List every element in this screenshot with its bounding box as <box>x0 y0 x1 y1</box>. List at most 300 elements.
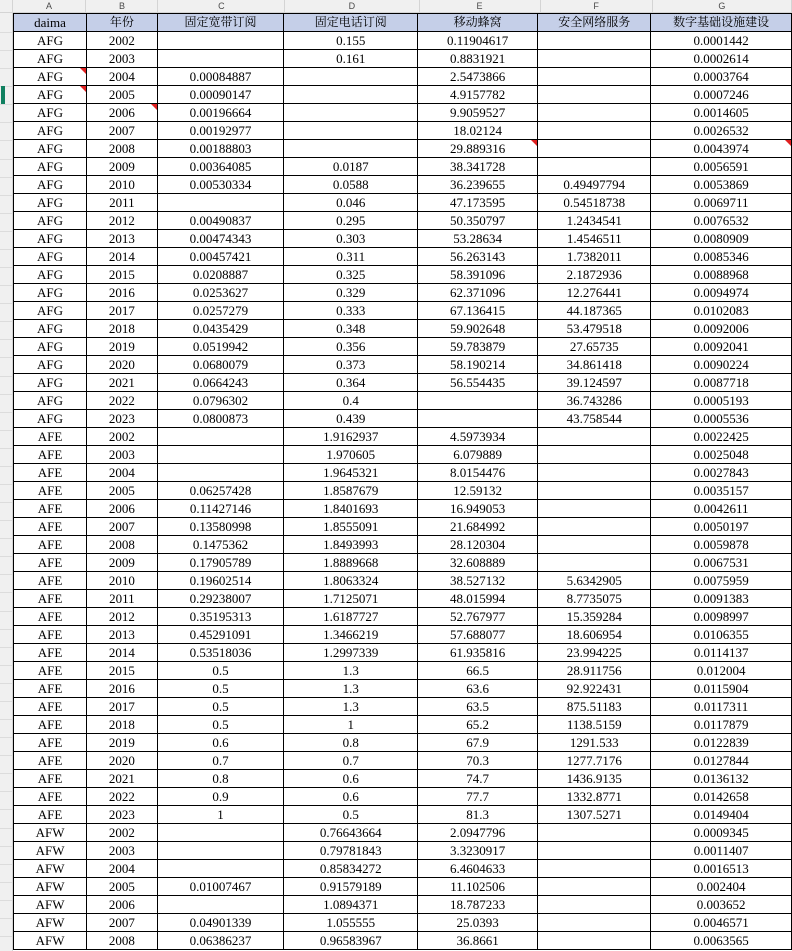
cell-f-25[interactable] <box>538 446 651 464</box>
cell-e-8[interactable]: 29.889316 <box>418 140 538 158</box>
cell-c-17[interactable]: 0.0257279 <box>157 302 284 320</box>
table-row[interactable] <box>14 266 792 284</box>
cell-a-22[interactable]: AFG <box>14 392 87 410</box>
cell-b-20[interactable]: 2020 <box>87 356 158 374</box>
cell-g-46[interactable]: 0.0009345 <box>651 824 792 842</box>
table-row[interactable] <box>14 590 792 608</box>
cell-a-34[interactable]: AFE <box>14 608 87 626</box>
cell-c-16[interactable]: 0.0253627 <box>157 284 284 302</box>
cell-f-47[interactable] <box>538 842 651 860</box>
cell-c-37[interactable]: 0.5 <box>157 662 284 680</box>
cell-e-36[interactable]: 61.935816 <box>418 644 538 662</box>
cell-c-31[interactable]: 0.17905789 <box>157 554 284 572</box>
cell-f-15[interactable]: 2.1872936 <box>538 266 651 284</box>
cell-b-21[interactable]: 2021 <box>87 374 158 392</box>
cell-f-30[interactable] <box>538 536 651 554</box>
table-row[interactable] <box>14 320 792 338</box>
cell-b-49[interactable]: 2005 <box>87 878 158 896</box>
cell-c-41[interactable]: 0.6 <box>157 734 284 752</box>
cell-e-17[interactable]: 67.136415 <box>418 302 538 320</box>
cell-d-48[interactable]: 0.85834272 <box>284 860 418 878</box>
column-header-b[interactable]: B <box>86 0 158 12</box>
table-row[interactable] <box>14 50 792 68</box>
cell-d-51[interactable]: 1.055555 <box>284 914 418 932</box>
cell-g-9[interactable]: 0.0056591 <box>651 158 792 176</box>
cell-c-47[interactable] <box>157 842 284 860</box>
cell-e-30[interactable]: 28.120304 <box>418 536 538 554</box>
cell-b-39[interactable]: 2017 <box>87 698 158 716</box>
cell-d-38[interactable]: 1.3 <box>284 680 418 698</box>
cell-e-6[interactable]: 9.9059527 <box>418 104 538 122</box>
cell-d-22[interactable]: 0.4 <box>284 392 418 410</box>
cell-c-18[interactable]: 0.0435429 <box>157 320 284 338</box>
cell-f-45[interactable]: 1307.5271 <box>538 806 651 824</box>
cell-e-35[interactable]: 57.688077 <box>418 626 538 644</box>
cell-d-40[interactable]: 1 <box>284 716 418 734</box>
cell-e-9[interactable]: 38.341728 <box>418 158 538 176</box>
cell-e-50[interactable]: 18.787233 <box>418 896 538 914</box>
table-row[interactable] <box>14 248 792 266</box>
table-row[interactable] <box>14 230 792 248</box>
cell-f-13[interactable]: 1.4546511 <box>538 230 651 248</box>
cell-a-19[interactable]: AFG <box>14 338 87 356</box>
cell-e-37[interactable]: 66.5 <box>418 662 538 680</box>
cell-e-33[interactable]: 48.015994 <box>418 590 538 608</box>
cell-g-15[interactable]: 0.0088968 <box>651 266 792 284</box>
cell-d-28[interactable]: 1.8401693 <box>284 500 418 518</box>
cell-c-15[interactable]: 0.0208887 <box>157 266 284 284</box>
cell-e-41[interactable]: 67.9 <box>418 734 538 752</box>
cell-g-50[interactable]: 0.003652 <box>651 896 792 914</box>
cell-d-19[interactable]: 0.356 <box>284 338 418 356</box>
cell-d-45[interactable]: 0.5 <box>284 806 418 824</box>
cell-c-7[interactable]: 0.00192977 <box>157 122 284 140</box>
cell-d-9[interactable]: 0.0187 <box>284 158 418 176</box>
cell-a-14[interactable]: AFG <box>14 248 87 266</box>
table-row[interactable] <box>14 608 792 626</box>
cell-g-24[interactable]: 0.0022425 <box>651 428 792 446</box>
cell-b-9[interactable]: 2009 <box>87 158 158 176</box>
cell-c-50[interactable] <box>157 896 284 914</box>
cell-a-37[interactable]: AFE <box>14 662 87 680</box>
cell-f-6[interactable] <box>538 104 651 122</box>
cell-b-23[interactable]: 2023 <box>87 410 158 428</box>
cell-c-24[interactable] <box>157 428 284 446</box>
cell-b-7[interactable]: 2007 <box>87 122 158 140</box>
cell-f-51[interactable] <box>538 914 651 932</box>
cell-a-41[interactable]: AFE <box>14 734 87 752</box>
cell-d-52[interactable]: 0.96583967 <box>284 932 418 950</box>
cell-e-22[interactable] <box>418 392 538 410</box>
table-row[interactable] <box>14 518 792 536</box>
cell-b-28[interactable]: 2006 <box>87 500 158 518</box>
cell-e-21[interactable]: 56.554435 <box>418 374 538 392</box>
cell-b-47[interactable]: 2003 <box>87 842 158 860</box>
cell-c-11[interactable] <box>157 194 284 212</box>
cell-a-3[interactable]: AFG <box>14 50 87 68</box>
cell-b-2[interactable]: 2002 <box>87 32 158 50</box>
cell-f-20[interactable]: 34.861418 <box>538 356 651 374</box>
cell-a-21[interactable]: AFG <box>14 374 87 392</box>
table-row[interactable] <box>14 446 792 464</box>
cell-b-8[interactable]: 2008 <box>87 140 158 158</box>
cell-c-26[interactable] <box>157 464 284 482</box>
cell-e-38[interactable]: 63.6 <box>418 680 538 698</box>
cell-d-34[interactable]: 1.6187727 <box>284 608 418 626</box>
cell-e-46[interactable]: 2.0947796 <box>418 824 538 842</box>
cell-b-3[interactable]: 2003 <box>87 50 158 68</box>
cell-c-10[interactable]: 0.00530334 <box>157 176 284 194</box>
cell-g-19[interactable]: 0.0092041 <box>651 338 792 356</box>
cell-f-36[interactable]: 23.994225 <box>538 644 651 662</box>
table-row[interactable] <box>14 428 792 446</box>
cell-a-30[interactable]: AFE <box>14 536 87 554</box>
cell-g-39[interactable]: 0.0117311 <box>651 698 792 716</box>
cell-e-15[interactable]: 58.391096 <box>418 266 538 284</box>
cell-d-27[interactable]: 1.8587679 <box>284 482 418 500</box>
cell-c-27[interactable]: 0.06257428 <box>157 482 284 500</box>
cell-e-34[interactable]: 52.767977 <box>418 608 538 626</box>
cell-g-43[interactable]: 0.0136132 <box>651 770 792 788</box>
cell-f-38[interactable]: 92.922431 <box>538 680 651 698</box>
cell-f-10[interactable]: 0.49497794 <box>538 176 651 194</box>
cell-g-45[interactable]: 0.0149404 <box>651 806 792 824</box>
table-row[interactable] <box>14 842 792 860</box>
cell-d-24[interactable]: 1.9162937 <box>284 428 418 446</box>
cell-a-44[interactable]: AFE <box>14 788 87 806</box>
cell-c-29[interactable]: 0.13580998 <box>157 518 284 536</box>
cell-g-36[interactable]: 0.0114137 <box>651 644 792 662</box>
cell-a-46[interactable]: AFW <box>14 824 87 842</box>
cell-d-32[interactable]: 1.8063324 <box>284 572 418 590</box>
cell-g-47[interactable]: 0.0011407 <box>651 842 792 860</box>
cell-g-10[interactable]: 0.0053869 <box>651 176 792 194</box>
cell-c-35[interactable]: 0.45291091 <box>157 626 284 644</box>
cell-e-49[interactable]: 11.102506 <box>418 878 538 896</box>
cell-c-30[interactable]: 0.1475362 <box>157 536 284 554</box>
cell-e-11[interactable]: 47.173595 <box>418 194 538 212</box>
cell-g-21[interactable]: 0.0087718 <box>651 374 792 392</box>
cell-f-14[interactable]: 1.7382011 <box>538 248 651 266</box>
column-header-e[interactable]: E <box>420 0 541 12</box>
cell-e-39[interactable]: 63.5 <box>418 698 538 716</box>
cell-g-35[interactable]: 0.0106355 <box>651 626 792 644</box>
cell-b-27[interactable]: 2005 <box>87 482 158 500</box>
cell-a-2[interactable]: AFG <box>14 32 87 50</box>
cell-b-43[interactable]: 2021 <box>87 770 158 788</box>
cell-f-37[interactable]: 28.911756 <box>538 662 651 680</box>
cell-b-11[interactable]: 2011 <box>87 194 158 212</box>
table-row[interactable] <box>14 662 792 680</box>
cell-f-3[interactable] <box>538 50 651 68</box>
cell-a-15[interactable]: AFG <box>14 266 87 284</box>
cell-f-8[interactable] <box>538 140 651 158</box>
cell-g-11[interactable]: 0.0069711 <box>651 194 792 212</box>
cell-d-4[interactable] <box>284 68 418 86</box>
cell-g-14[interactable]: 0.0085346 <box>651 248 792 266</box>
cell-f-40[interactable]: 1138.5159 <box>538 716 651 734</box>
table-row[interactable] <box>14 914 792 932</box>
cell-b-41[interactable]: 2019 <box>87 734 158 752</box>
table-row[interactable] <box>14 104 792 122</box>
cell-a-33[interactable]: AFE <box>14 590 87 608</box>
cell-d-30[interactable]: 1.8493993 <box>284 536 418 554</box>
cell-a-50[interactable]: AFW <box>14 896 87 914</box>
cell-f-23[interactable]: 43.758544 <box>538 410 651 428</box>
cell-c-3[interactable] <box>157 50 284 68</box>
cell-c-33[interactable]: 0.29238007 <box>157 590 284 608</box>
table-row[interactable] <box>14 356 792 374</box>
cell-f-39[interactable]: 875.51183 <box>538 698 651 716</box>
table-row[interactable] <box>14 464 792 482</box>
cell-g-22[interactable]: 0.0005193 <box>651 392 792 410</box>
cell-e-25[interactable]: 6.079889 <box>418 446 538 464</box>
table-row[interactable] <box>14 284 792 302</box>
table-row[interactable] <box>14 572 792 590</box>
cell-a-18[interactable]: AFG <box>14 320 87 338</box>
cell-b-25[interactable]: 2003 <box>87 446 158 464</box>
column-title-f[interactable]: 安全网络服务 <box>538 14 651 32</box>
cell-d-15[interactable]: 0.325 <box>284 266 418 284</box>
cell-c-43[interactable]: 0.8 <box>157 770 284 788</box>
cell-a-26[interactable]: AFE <box>14 464 87 482</box>
cell-e-19[interactable]: 59.783879 <box>418 338 538 356</box>
cell-c-38[interactable]: 0.5 <box>157 680 284 698</box>
column-header-d[interactable]: D <box>285 0 419 12</box>
cell-g-20[interactable]: 0.0090224 <box>651 356 792 374</box>
cell-d-3[interactable]: 0.161 <box>284 50 418 68</box>
cell-d-35[interactable]: 1.3466219 <box>284 626 418 644</box>
cell-c-13[interactable]: 0.00474343 <box>157 230 284 248</box>
cell-f-22[interactable]: 36.743286 <box>538 392 651 410</box>
cell-d-8[interactable] <box>284 140 418 158</box>
cell-g-41[interactable]: 0.0122839 <box>651 734 792 752</box>
cell-g-8[interactable]: 0.0043974 <box>651 140 792 158</box>
cell-f-35[interactable]: 18.606954 <box>538 626 651 644</box>
cell-a-16[interactable]: AFG <box>14 284 87 302</box>
column-header-a[interactable]: A <box>13 0 87 12</box>
cell-e-2[interactable]: 0.11904617 <box>418 32 538 50</box>
table-row[interactable] <box>14 536 792 554</box>
table-row[interactable] <box>14 176 792 194</box>
cell-e-13[interactable]: 53.28634 <box>418 230 538 248</box>
cell-a-36[interactable]: AFE <box>14 644 87 662</box>
cell-f-11[interactable]: 0.54518738 <box>538 194 651 212</box>
table-row[interactable] <box>14 716 792 734</box>
cell-f-31[interactable] <box>538 554 651 572</box>
cell-b-34[interactable]: 2012 <box>87 608 158 626</box>
cell-g-6[interactable]: 0.0014605 <box>651 104 792 122</box>
cell-a-31[interactable]: AFE <box>14 554 87 572</box>
cell-b-35[interactable]: 2013 <box>87 626 158 644</box>
cell-e-52[interactable]: 36.8661 <box>418 932 538 950</box>
cell-d-6[interactable] <box>284 104 418 122</box>
table-row[interactable] <box>14 410 792 428</box>
cell-f-4[interactable] <box>538 68 651 86</box>
table-row[interactable] <box>14 68 792 86</box>
cell-b-18[interactable]: 2018 <box>87 320 158 338</box>
cell-a-20[interactable]: AFG <box>14 356 87 374</box>
table-row[interactable] <box>14 680 792 698</box>
cell-f-18[interactable]: 53.479518 <box>538 320 651 338</box>
cell-g-49[interactable]: 0.002404 <box>651 878 792 896</box>
cell-c-46[interactable] <box>157 824 284 842</box>
cell-c-51[interactable]: 0.04901339 <box>157 914 284 932</box>
cell-a-40[interactable]: AFE <box>14 716 87 734</box>
cell-a-51[interactable]: AFW <box>14 914 87 932</box>
cell-e-31[interactable]: 32.608889 <box>418 554 538 572</box>
table-row[interactable] <box>14 212 792 230</box>
table-row[interactable] <box>14 374 792 392</box>
cell-b-15[interactable]: 2015 <box>87 266 158 284</box>
table-row[interactable] <box>14 392 792 410</box>
cell-e-28[interactable]: 16.949053 <box>418 500 538 518</box>
cell-b-36[interactable]: 2014 <box>87 644 158 662</box>
table-row[interactable] <box>14 878 792 896</box>
cell-c-19[interactable]: 0.0519942 <box>157 338 284 356</box>
cell-g-30[interactable]: 0.0059878 <box>651 536 792 554</box>
column-header-g[interactable]: G <box>653 0 792 12</box>
cell-g-48[interactable]: 0.0016513 <box>651 860 792 878</box>
cell-d-16[interactable]: 0.329 <box>284 284 418 302</box>
cell-g-25[interactable]: 0.0025048 <box>651 446 792 464</box>
cell-f-7[interactable] <box>538 122 651 140</box>
cell-a-11[interactable]: AFG <box>14 194 87 212</box>
cell-c-5[interactable]: 0.00090147 <box>157 86 284 104</box>
table-row[interactable] <box>14 788 792 806</box>
cell-c-52[interactable]: 0.06386237 <box>157 932 284 950</box>
cell-a-27[interactable]: AFE <box>14 482 87 500</box>
cell-c-4[interactable]: 0.00084887 <box>157 68 284 86</box>
cell-e-40[interactable]: 65.2 <box>418 716 538 734</box>
cell-g-40[interactable]: 0.0117879 <box>651 716 792 734</box>
cell-a-9[interactable]: AFG <box>14 158 87 176</box>
cell-g-28[interactable]: 0.0042611 <box>651 500 792 518</box>
cell-b-48[interactable]: 2004 <box>87 860 158 878</box>
data-grid[interactable] <box>13 13 792 950</box>
cell-a-10[interactable]: AFG <box>14 176 87 194</box>
cell-b-13[interactable]: 2013 <box>87 230 158 248</box>
cell-f-46[interactable] <box>538 824 651 842</box>
cell-b-6[interactable]: 2006 <box>87 104 158 122</box>
cell-a-49[interactable]: AFW <box>14 878 87 896</box>
cell-e-10[interactable]: 36.239655 <box>418 176 538 194</box>
cell-g-12[interactable]: 0.0076532 <box>651 212 792 230</box>
cell-g-26[interactable]: 0.0027843 <box>651 464 792 482</box>
cell-a-7[interactable]: AFG <box>14 122 87 140</box>
table-row[interactable] <box>14 338 792 356</box>
column-title-b[interactable]: 年份 <box>87 14 158 32</box>
cell-b-30[interactable]: 2008 <box>87 536 158 554</box>
table-row[interactable] <box>14 194 792 212</box>
cell-c-25[interactable] <box>157 446 284 464</box>
cell-g-7[interactable]: 0.0026532 <box>651 122 792 140</box>
cell-g-16[interactable]: 0.0094974 <box>651 284 792 302</box>
cell-d-44[interactable]: 0.6 <box>284 788 418 806</box>
cell-d-47[interactable]: 0.79781843 <box>284 842 418 860</box>
cell-a-47[interactable]: AFW <box>14 842 87 860</box>
cell-b-40[interactable]: 2018 <box>87 716 158 734</box>
table-row[interactable] <box>14 860 792 878</box>
cell-d-33[interactable]: 1.7125071 <box>284 590 418 608</box>
cell-d-2[interactable]: 0.155 <box>284 32 418 50</box>
cell-b-29[interactable]: 2007 <box>87 518 158 536</box>
cell-e-14[interactable]: 56.263143 <box>418 248 538 266</box>
cell-g-42[interactable]: 0.0127844 <box>651 752 792 770</box>
cell-b-12[interactable]: 2012 <box>87 212 158 230</box>
cell-g-38[interactable]: 0.0115904 <box>651 680 792 698</box>
cell-g-23[interactable]: 0.0005536 <box>651 410 792 428</box>
cell-a-6[interactable]: AFG <box>14 104 87 122</box>
cell-e-44[interactable]: 77.7 <box>418 788 538 806</box>
table-row[interactable] <box>14 140 792 158</box>
cell-e-4[interactable]: 2.5473866 <box>418 68 538 86</box>
table-row[interactable] <box>14 770 792 788</box>
cell-a-28[interactable]: AFE <box>14 500 87 518</box>
cell-a-25[interactable]: AFE <box>14 446 87 464</box>
cell-e-32[interactable]: 38.527132 <box>418 572 538 590</box>
table-row[interactable] <box>14 752 792 770</box>
cell-d-17[interactable]: 0.333 <box>284 302 418 320</box>
cell-d-36[interactable]: 1.2997339 <box>284 644 418 662</box>
table-row[interactable] <box>14 734 792 752</box>
table-row[interactable] <box>14 302 792 320</box>
cell-c-42[interactable]: 0.7 <box>157 752 284 770</box>
cell-a-32[interactable]: AFE <box>14 572 87 590</box>
cell-b-10[interactable]: 2010 <box>87 176 158 194</box>
cell-d-26[interactable]: 1.9645321 <box>284 464 418 482</box>
cell-a-4[interactable]: AFG <box>14 68 87 86</box>
cell-e-16[interactable]: 62.371096 <box>418 284 538 302</box>
cell-g-3[interactable]: 0.0002614 <box>651 50 792 68</box>
cell-f-5[interactable] <box>538 86 651 104</box>
cell-f-41[interactable]: 1291.533 <box>538 734 651 752</box>
cell-a-13[interactable]: AFG <box>14 230 87 248</box>
cell-f-32[interactable]: 5.6342905 <box>538 572 651 590</box>
cell-f-50[interactable] <box>538 896 651 914</box>
table-row[interactable] <box>14 500 792 518</box>
cell-d-29[interactable]: 1.8555091 <box>284 518 418 536</box>
cell-f-29[interactable] <box>538 518 651 536</box>
table-row[interactable] <box>14 86 792 104</box>
cell-f-42[interactable]: 1277.7176 <box>538 752 651 770</box>
table-row[interactable] <box>14 554 792 572</box>
cell-d-43[interactable]: 0.6 <box>284 770 418 788</box>
cell-a-5[interactable]: AFG <box>14 86 87 104</box>
cell-e-5[interactable]: 4.9157782 <box>418 86 538 104</box>
cell-a-35[interactable]: AFE <box>14 626 87 644</box>
cell-f-17[interactable]: 44.187365 <box>538 302 651 320</box>
cell-f-24[interactable] <box>538 428 651 446</box>
cell-a-12[interactable]: AFG <box>14 212 87 230</box>
cell-b-5[interactable]: 2005 <box>87 86 158 104</box>
cell-a-17[interactable]: AFG <box>14 302 87 320</box>
cell-g-44[interactable]: 0.0142658 <box>651 788 792 806</box>
cell-d-46[interactable]: 0.76643664 <box>284 824 418 842</box>
cell-e-12[interactable]: 50.350797 <box>418 212 538 230</box>
cell-g-37[interactable]: 0.012004 <box>651 662 792 680</box>
cell-d-23[interactable]: 0.439 <box>284 410 418 428</box>
cell-d-39[interactable]: 1.3 <box>284 698 418 716</box>
cell-b-52[interactable]: 2008 <box>87 932 158 950</box>
cell-f-26[interactable] <box>538 464 651 482</box>
cell-a-23[interactable]: AFG <box>14 410 87 428</box>
cell-a-48[interactable]: AFW <box>14 860 87 878</box>
table-row[interactable] <box>14 626 792 644</box>
cell-d-25[interactable]: 1.970605 <box>284 446 418 464</box>
cell-g-34[interactable]: 0.0098997 <box>651 608 792 626</box>
cell-c-48[interactable] <box>157 860 284 878</box>
